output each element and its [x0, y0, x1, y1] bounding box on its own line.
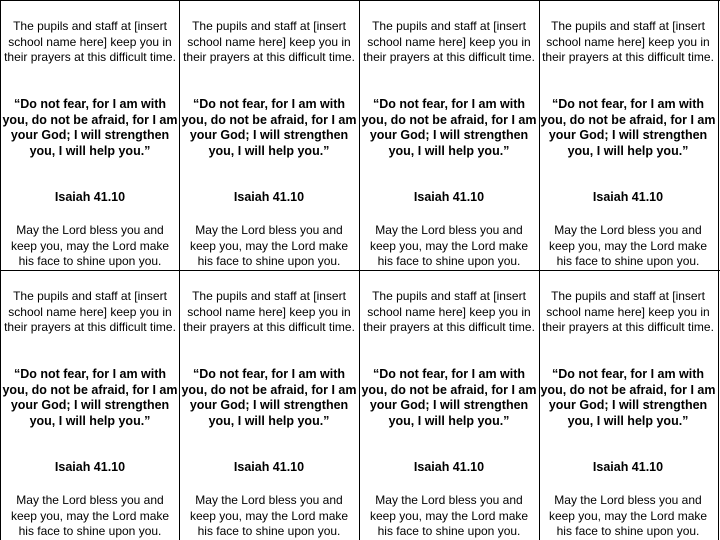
verse-reference: Isaiah 41.10 — [54, 460, 126, 474]
staff-message: The pupils and staff at [insert school name here] keep you in their prayers at this difficult time. — [4, 19, 176, 65]
blessing-text: May the Lord bless you and keep you, may the Lord make his face to shine upon you. — [189, 493, 349, 539]
staff-message: The pupils and staff at [insert school name here] keep you in their prayers at this difficult time. — [183, 19, 355, 65]
blessing-text: May the Lord bless you and keep you, may the Lord make his face to shine upon you. — [369, 493, 529, 539]
bible-verse: “Do not fear, for I am with you, do not be afraid, for I am your God; I will strengthen you, I will help you.” — [361, 367, 537, 429]
bible-verse: “Do not fear, for I am with you, do not be afraid, for I am your God; I will strengthen you, I will help you.” — [2, 367, 178, 429]
staff-message: The pupils and staff at [insert school name here] keep you in their prayers at this difficult time. — [363, 19, 535, 65]
staff-message: The pupils and staff at [insert school name here] keep you in their prayers at this difficult time. — [542, 19, 714, 65]
blessing-text: May the Lord bless you and keep you, may the Lord make his face to shine upon you. — [10, 493, 170, 539]
prayer-card — [2, 0, 178, 270]
verse-reference: Isaiah 41.10 — [413, 460, 485, 474]
bible-verse: “Do not fear, for I am with you, do not be afraid, for I am your God; I will strengthen you, I will help you.” — [540, 367, 716, 429]
prayer-card — [2, 270, 178, 540]
blessing-text: May the Lord bless you and keep you, may the Lord make his face to shine upon you. — [369, 223, 529, 269]
staff-message: The pupils and staff at [insert school name here] keep you in their prayers at this difficult time. — [363, 289, 535, 335]
bible-verse: “Do not fear, for I am with you, do not be afraid, for I am your God; I will strengthen you, I will help you.” — [181, 97, 357, 159]
blessing-text: May the Lord bless you and keep you, may the Lord make his face to shine upon you. — [548, 493, 708, 539]
bible-verse: “Do not fear, for I am with you, do not be afraid, for I am your God; I will strengthen you, I will help you.” — [2, 97, 178, 159]
staff-message: The pupils and staff at [insert school name here] keep you in their prayers at this difficult time. — [4, 289, 176, 335]
prayer-card — [361, 270, 537, 540]
verse-reference: Isaiah 41.10 — [592, 190, 664, 204]
verse-reference: Isaiah 41.10 — [592, 460, 664, 474]
bible-verse: “Do not fear, for I am with you, do not be afraid, for I am your God; I will strengthen you, I will help you.” — [181, 367, 357, 429]
verse-reference: Isaiah 41.10 — [54, 190, 126, 204]
bible-verse: “Do not fear, for I am with you, do not be afraid, for I am your God; I will strengthen you, I will help you.” — [361, 97, 537, 159]
bible-verse: “Do not fear, for I am with you, do not be afraid, for I am your God; I will strengthen you, I will help you.” — [540, 97, 716, 159]
prayer-card — [181, 270, 357, 540]
prayer-card — [540, 0, 716, 270]
staff-message: The pupils and staff at [insert school name here] keep you in their prayers at this difficult time. — [542, 289, 714, 335]
prayer-card — [540, 270, 716, 540]
verse-reference: Isaiah 41.10 — [233, 190, 305, 204]
blessing-text: May the Lord bless you and keep you, may the Lord make his face to shine upon you. — [189, 223, 349, 269]
verse-reference: Isaiah 41.10 — [233, 460, 305, 474]
prayer-card — [181, 0, 357, 270]
verse-reference: Isaiah 41.10 — [413, 190, 485, 204]
prayer-card — [361, 0, 537, 270]
blessing-text: May the Lord bless you and keep you, may the Lord make his face to shine upon you. — [548, 223, 708, 269]
staff-message: The pupils and staff at [insert school name here] keep you in their prayers at this difficult time. — [183, 289, 355, 335]
blessing-text: May the Lord bless you and keep you, may the Lord make his face to shine upon you. — [10, 223, 170, 269]
